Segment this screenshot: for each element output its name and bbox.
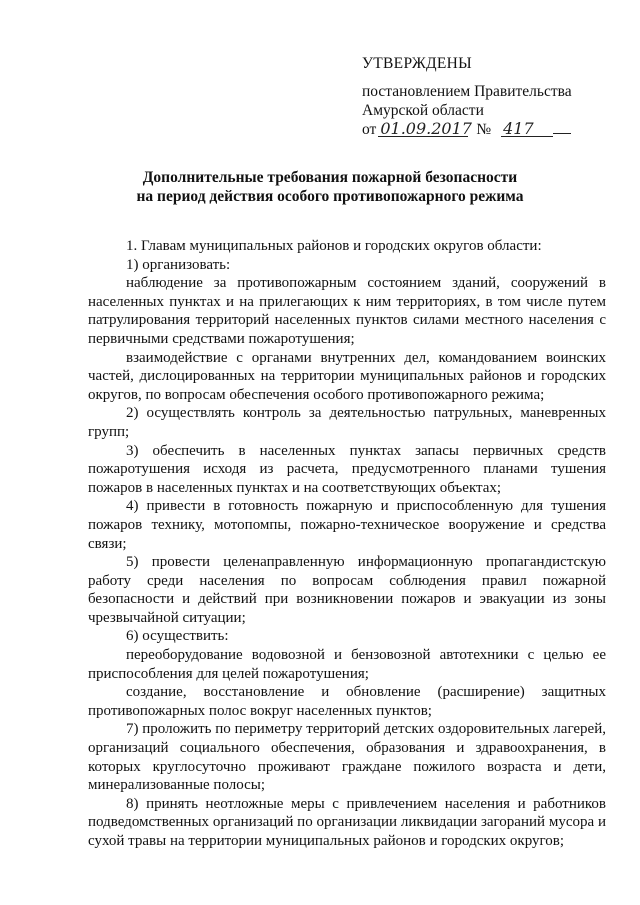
paragraph: 2) осуществлять контроль за деятельностью патрульных, маневренных групп; — [88, 405, 606, 440]
number-label: № — [476, 121, 492, 138]
paragraph: 1. Главам муниципальных районов и городских округов области: — [126, 238, 542, 254]
document-title-line-2: на период действия особого противопожарного режима — [136, 188, 524, 205]
document-body — [88, 237, 606, 851]
handwritten-date: 01.09.2017 — [380, 119, 472, 138]
paragraph: взаимодействие с органами внутренних дел, командованием воинских частей, дислоцированных на территории муниципальных районов и городских округов, по вопросам обеспечения особого противопожарного режима; — [88, 349, 606, 403]
document-title — [60, 168, 600, 206]
document-title-line-1: Дополнительные требования пожарной безопасности — [142, 169, 518, 186]
paragraph: 1) организовать: — [126, 256, 231, 273]
paragraph: наблюдение за противопожарным состоянием зданий, сооружений в населенных пунктах и на прилегающих к ним территориях, в том числе путем патрулирования территорий населенных пунктов силами местного населения с первичными средствами пожаротушения; — [88, 275, 606, 347]
paragraph: создание, восстановление и обновление (расширение) защитных противопожарных полос вокруг населенных пунктов; — [88, 684, 606, 719]
paragraph: 3) обеспечить в населенных пунктах запасы первичных средств пожаротушения исходя из расчета, предусмотренного планами тушения пожаров в населенных пунктах и на соответствующих объектах; — [88, 442, 606, 496]
paragraph: 5) провести целенаправленную информационную пропагандистскую работу среди населения по вопросам соблюдения правил пожарной безопасности и действий при возникновении пожаров и эвакуации из зоны чрезвычайной ситуации; — [88, 554, 606, 626]
from-label: от — [362, 121, 377, 138]
approval-date-number-line — [362, 120, 602, 139]
paragraph: 6) осуществить: — [126, 628, 229, 645]
approval-title: УТВЕРЖДЕНЫ — [362, 55, 472, 72]
paragraph: переоборудование водовозной и бензовозной автотехники с целью ее приспособления для целей пожаротушения; — [88, 647, 606, 682]
paragraph: 8) принять неотложные меры с привлечением населения и работников подведомственных организаций по организации ликвидации загораний мусора и сухой травы на территории муниципальных районов и городских округов; — [88, 795, 606, 849]
approval-line-1: постановлением Правительства — [362, 83, 572, 100]
paragraph: 4) привести в готовность пожарную и приспособленную для тушения пожаров технику, мотопомпы, пожарно-техническое вооружение и средства связи; — [88, 498, 606, 552]
approval-line-2: Амурской области — [362, 102, 484, 119]
number-underline — [553, 132, 571, 134]
handwritten-number: 417 — [501, 121, 553, 137]
paragraph: 7) проложить по периметру территорий детских оздоровительных лагерей, организаций социального обеспечения, образования и здравоохранения, в которых круглосуточно проживают граждане пожилого возраста и дети, минерализованные полосы; — [88, 721, 606, 794]
approval-block — [362, 54, 602, 139]
